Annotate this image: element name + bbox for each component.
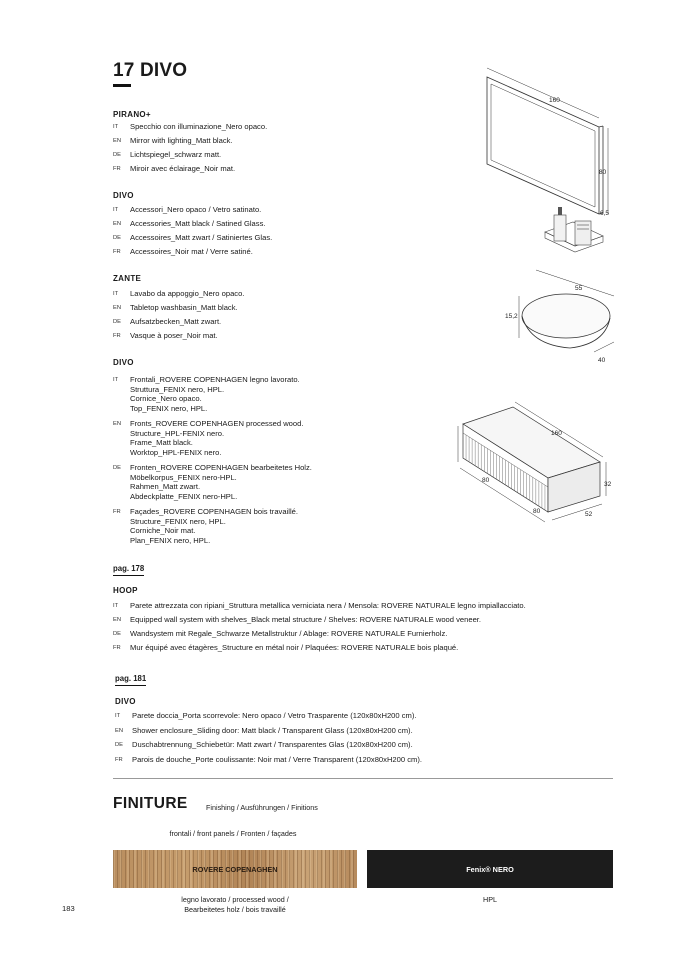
mirror-height-label: 80 [599, 169, 607, 176]
mirror-width-label: 160 [549, 97, 560, 104]
spec-text: Accessoires_Noir mat / Verre satiné. [130, 247, 253, 256]
spec-text: Parete doccia_Porta scorrevole: Nero opaco / Vetro Trasparente (120x80xH200 cm). [132, 711, 417, 720]
section-title: DIVO [113, 191, 134, 200]
lang-code: IT [113, 603, 119, 609]
cabinet-width-label: 160 [551, 430, 562, 437]
page-title: 17 DIVO [113, 60, 188, 81]
spec-text: Frontali_ROVERE COPENHAGEN legno lavorato. [130, 375, 300, 384]
lang-code: FR [113, 333, 121, 339]
cabinet-drawing [458, 402, 606, 522]
section-title: ZANTE [113, 274, 142, 283]
spec-text: Shower enclosure_Sliding door: Matt black / Transparent Glass (120x80xH200 cm). [132, 726, 413, 735]
spec-row [115, 711, 417, 722]
spec-text: Worktop_HPL-FENIX nero. [130, 448, 222, 458]
basin-drawing [519, 270, 614, 352]
spec-text: Lichtspiegel_schwarz matt. [130, 150, 222, 159]
swatch-desc-line: legno lavorato / processed wood / [181, 895, 289, 904]
finiture-title: FINITURE [113, 795, 188, 812]
cabinet-front-a-label: 80 [482, 477, 490, 484]
lang-code: DE [115, 742, 124, 748]
spec-text: Aufsatzbecken_Matt zwart. [130, 317, 222, 326]
section-title: HOOP [113, 586, 138, 595]
lang-code: EN [115, 728, 124, 734]
basin-depth-label: 40 [598, 357, 606, 364]
basin-width-label: 55 [575, 285, 583, 292]
lang-code: EN [113, 421, 122, 427]
spec-text: Struttura_FENIX nero, HPL. [130, 384, 225, 394]
swatch-rovere-copenaghen [113, 850, 357, 888]
lang-code: FR [113, 166, 121, 172]
spec-text: Accessori_Nero opaco / Vetro satinato. [130, 205, 262, 214]
spec-text: Rahmen_Matt zwart. [130, 482, 201, 492]
page-reference: pag. 181 [115, 674, 146, 686]
section-title: DIVO [115, 697, 136, 706]
lang-code: FR [113, 509, 121, 515]
spec-row [115, 740, 413, 751]
spec-row [113, 629, 447, 640]
lang-code: DE [113, 235, 122, 241]
section-divider [113, 778, 613, 779]
spec-text: Parois de douche_Porte coulissante: Noir mat / Verre Transparent (120x80xH200 cm). [132, 755, 422, 764]
cabinet-depth-label: 52 [585, 511, 593, 518]
spec-text: Miroir avec éclairage_Noir mat. [130, 164, 236, 173]
spec-text: Lavabo da appoggio_Nero opaco. [130, 289, 245, 298]
swatch-label: Fenix® NERO [466, 864, 514, 874]
spec-text: Abdeckplatte_FENIX nero-HPL. [130, 492, 238, 502]
spec-row [113, 643, 458, 654]
spec-text: Wandsystem mit Regale_Schwarze Metallstruktur / Ablage: ROVERE NATURALE Furnierholz. [130, 629, 448, 638]
lang-code: DE [113, 631, 122, 637]
spec-text: Top_FENIX nero, HPL. [130, 404, 208, 414]
spec-text: Plan_FENIX nero, HPL. [130, 536, 211, 546]
spec-text: Mur équipé avec étagères_Structure en métal noir / Plaquées: ROVERE NATURALE bois plaqué. [130, 643, 459, 652]
spec-row [113, 615, 481, 626]
finiture-subtitle: Finishing / Ausführungen / Finitions [206, 803, 318, 812]
lang-code: IT [113, 377, 119, 383]
mirror-drawing [487, 68, 608, 214]
lang-code: IT [113, 207, 119, 213]
spec-text: Duschabtrennung_Schiebetür: Matt zwart / Transparentes Glas (120x80xH200 cm). [132, 740, 413, 749]
lang-code: FR [115, 757, 123, 763]
lang-code: IT [115, 713, 121, 719]
lang-code: EN [113, 221, 122, 227]
swatch-desc-line: HPL [483, 895, 497, 904]
swatch-description [113, 895, 357, 914]
cabinet-front-b-label: 80 [533, 508, 541, 515]
mirror-depth-label: 6,5 [600, 210, 610, 217]
lang-code: IT [113, 124, 119, 130]
spec-text: Equipped wall system with shelves_Black metal structure / Shelves: ROVERE NATURALE wood veneer. [130, 615, 482, 624]
spec-row [115, 755, 422, 766]
spec-text: Structure_HPL-FENIX nero. [130, 428, 225, 438]
lang-code: IT [113, 291, 119, 297]
swatch-label: ROVERE COPENAGHEN [192, 864, 278, 874]
lang-code: EN [113, 305, 122, 311]
spec-text: Tabletop washbasin_Matt black. [130, 303, 238, 312]
spec-text: Fronten_ROVERE COPENHAGEN bearbeitetes Holz. [130, 463, 312, 472]
lang-code: FR [113, 249, 121, 255]
spec-text: Accessoires_Matt zwart / Satiniertes Glas. [130, 233, 273, 242]
lang-code: DE [113, 152, 122, 158]
spec-text: Structure_FENIX nero, HPL. [130, 516, 226, 526]
spec-text: Accessories_Matt black / Satined Glass. [130, 219, 266, 228]
section-title: PIRANO+ [113, 110, 151, 119]
lang-code: EN [113, 138, 122, 144]
spec-text: Façades_ROVERE COPENHAGEN bois travaillé. [130, 507, 298, 516]
spec-text: Parete attrezzata con ripiani_Struttura metallica verniciata nera / Mensola: ROVERE NATURALE legno impiallacciato. [130, 601, 526, 610]
basin-height-label: 15,2 [505, 313, 518, 320]
section-title: DIVO [113, 358, 134, 367]
page-reference: pag. 178 [113, 564, 144, 576]
spec-text: Möbelkorpus_FENIX nero-HPL. [130, 472, 237, 482]
swatch-description [367, 895, 613, 905]
spec-row [113, 601, 526, 612]
spec-text: Mirror with lighting_Matt black. [130, 136, 233, 145]
lang-code: DE [113, 465, 122, 471]
spec-text: Cornice_Nero opaco. [130, 394, 202, 404]
lang-code: EN [113, 617, 122, 623]
cabinet-height-label: 32 [604, 481, 612, 488]
swatch-fenix-nero [367, 850, 613, 888]
spec-text: Fronts_ROVERE COPENHAGEN processed wood. [130, 419, 304, 428]
spec-row [115, 726, 413, 737]
page-number: 183 [62, 904, 75, 913]
lang-code: FR [113, 645, 121, 651]
spec-text: Frame_Matt black. [130, 438, 193, 448]
swatch-desc-line: Bearbeitetes holz / bois travaillé [184, 904, 286, 914]
accessories-drawing [545, 207, 603, 252]
spec-text: Specchio con illuminazione_Nero opaco. [130, 122, 268, 131]
spec-text: Vasque à poser_Noir mat. [130, 331, 218, 340]
lang-code: DE [113, 319, 122, 325]
spec-text: Corniche_Noir mat. [130, 526, 196, 536]
finish-caption: frontali / front panels / Fronten / façades [169, 829, 297, 838]
